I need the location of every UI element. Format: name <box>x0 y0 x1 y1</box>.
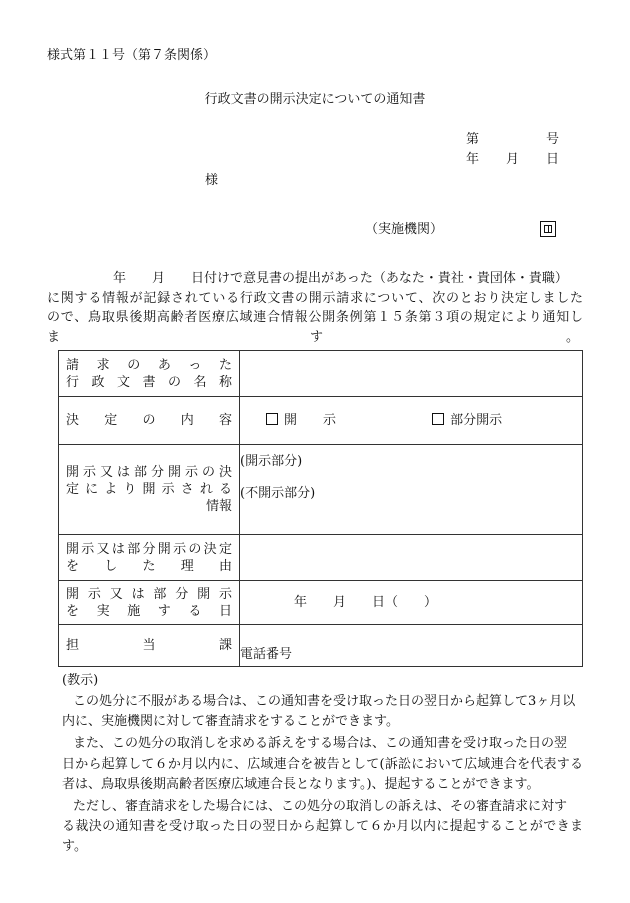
number-suffix: 号 <box>546 132 560 147</box>
disclosed-part-label: (開示部分) <box>240 454 303 469</box>
instructions-p2-line2: 日から起算して６か月以内に、広域連合を被告として(訴訟において広域連合を代表する <box>62 757 583 772</box>
document-title: 行政文書の開示決定についての通知書 <box>204 92 426 107</box>
form-number: 様式第１１号（第７条関係） <box>47 48 217 63</box>
label-disclosed-info: 開示又は部分開示の決 定により開示される 情報 <box>59 445 240 535</box>
label-decision: 決定の内容 <box>59 397 240 445</box>
instructions-p3-line1: ただし、審査請求をした場合には、この処分の取消しの訴えは、その審査請求に対す <box>73 799 568 814</box>
checkbox-disclose[interactable] <box>266 413 278 425</box>
instructions-p2-line1: また、この処分の取消しを求める訴えをする場合は、この通知書を受け取った日の翌 <box>73 736 568 751</box>
instructions-p3-line2: る裁決の通知書を受け取った日の翌日から起算して６か月以内に提起することができま <box>62 819 583 834</box>
body-line-2: に関する情報が記録されている行政文書の開示請求について、次のとおり決定しました <box>47 291 583 306</box>
body-line-1: 年 月 日付けで意見書の提出があった（あなた・貴社・貴団体・貴職） <box>113 271 568 286</box>
checkbox-partial-disclose[interactable] <box>432 413 444 425</box>
table-row <box>59 351 583 397</box>
value-disclosed-info <box>240 445 583 535</box>
body-line-3: ので、鳥取県後期高齢者医療広域連合情報公開条例第１５条第３項の規定により通知し <box>47 310 583 325</box>
value-phone: 電話番号 <box>240 625 583 667</box>
seal-icon <box>540 221 556 237</box>
date-month: 月 <box>506 152 520 167</box>
label-requested-document: 請求のあった 行政文書の名称 <box>59 351 240 397</box>
body-line-4-start: ま <box>47 330 61 345</box>
body-line-4-end: 。 <box>566 330 580 345</box>
option-disclose[interactable]: 開 示 <box>266 412 336 429</box>
decision-table <box>58 350 583 667</box>
agency-label: （実施機関） <box>365 222 444 237</box>
table-row <box>59 625 583 667</box>
date-day: 日 <box>546 152 560 167</box>
instructions-p1-line1: この処分に不服がある場合は、この通知書を受け取った日の翌日から起算して3ヶ月以 <box>73 694 576 709</box>
table-row <box>59 445 583 535</box>
label-decision-reason: 開示又は部分開示の決定 をした理由 <box>59 535 240 581</box>
body-line-4-middle: す <box>310 330 324 345</box>
table-row <box>59 581 583 625</box>
value-requested-document <box>240 351 583 397</box>
table-row <box>59 397 583 445</box>
value-implementation-date: 年 月 日（ ） <box>240 581 583 625</box>
instructions-p2-line3: 者は、鳥取県後期高齢者医療広域連合長となります。)、提起することができます。 <box>62 777 540 792</box>
instructions-p1-line2: 内に、実施機関に対して審査請求をすることができます。 <box>62 714 399 729</box>
addressee-suffix: 様 <box>205 173 219 188</box>
table-row <box>59 535 583 581</box>
value-decision-reason <box>240 535 583 581</box>
number-prefix: 第 <box>466 132 480 147</box>
label-department: 担当課 <box>59 625 240 667</box>
value-decision <box>240 397 583 445</box>
undisclosed-part-label: (不開示部分) <box>240 486 316 501</box>
date-year: 年 <box>466 152 480 167</box>
instructions-p3-line3: す。 <box>62 839 87 854</box>
instructions-heading: (教示) <box>62 673 99 688</box>
label-implementation-date: 開示又は部分開示 を実施する日 <box>59 581 240 625</box>
option-partial-disclose[interactable]: 部分開示 <box>432 412 502 429</box>
